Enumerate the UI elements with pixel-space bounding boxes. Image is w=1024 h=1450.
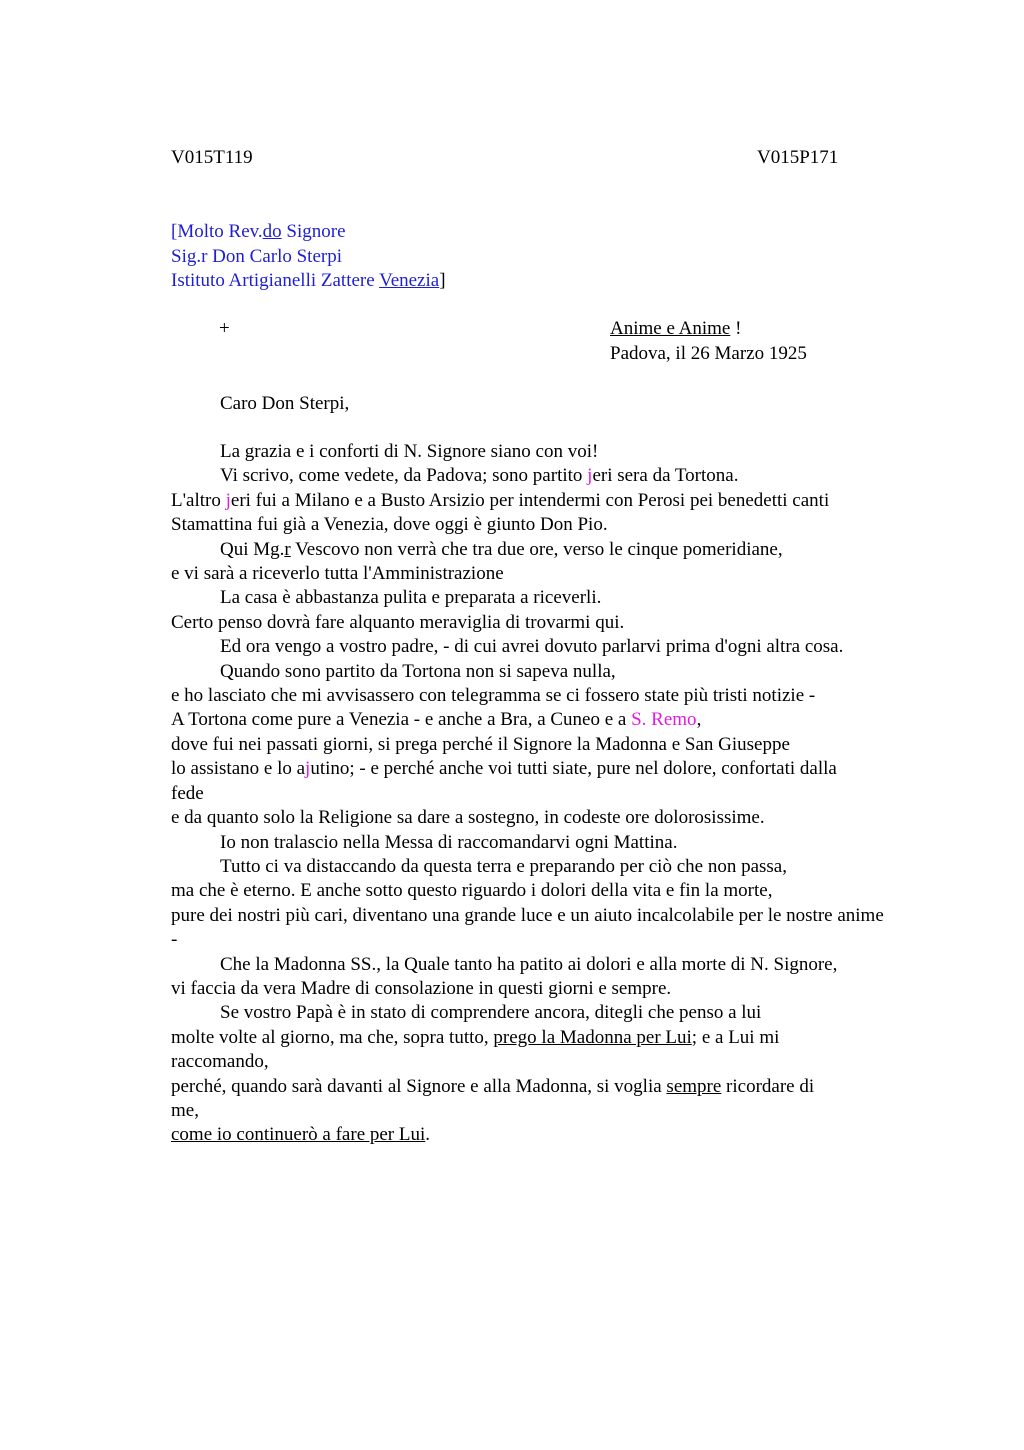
body-line: Tutto ci va distaccando da questa terra e preparando per ciò che non passa, [220, 855, 787, 877]
body-line: Quando sono partito da Tortona non si sapeva nulla, [220, 660, 616, 682]
body-line: e da quanto solo la Religione sa dare a sostegno, in codeste ore dolorosissime. [171, 807, 765, 829]
body-line: Vi scrivo, come vedete, da Padova; sono partito jeri sera da Tortona. [220, 465, 739, 487]
body-line: dove fui nei passati giorni, si prega perché il Signore la Madonna e San Giuseppe [171, 733, 790, 755]
body-line: Che la Madonna SS., la Quale tanto ha patito ai dolori e alla morte di N. Signore, [220, 953, 838, 975]
body-line: Io non tralascio nella Messa di raccomandarvi ogni Mattina. [220, 831, 678, 853]
body-line: lo assistano e lo ajutino; - e perché anche voi tutti siate, pure nel dolore, confortati dalla [171, 758, 837, 780]
body-line: L'altro jeri fui a Milano e a Busto Arsizio per intendermi con Perosi pei benedetti canti [171, 489, 830, 511]
body-line: perché, quando sarà davanti al Signore e alla Madonna, si voglia sempre ricordare di [171, 1075, 815, 1097]
body-line: ma che è eterno. E anche sotto questo riguardo i dolori della vita e fin la morte, [171, 880, 773, 902]
body-line: - [171, 929, 178, 951]
address-block [171, 220, 446, 294]
address-line-3: Istituto Artigianelli Zattere Venezia] [171, 270, 446, 291]
body-line: vi faccia da vera Madre di consolazione in questi giorni e sempre. [171, 977, 672, 999]
body-line: raccomando, [171, 1051, 269, 1073]
salutation: Caro Don Sterpi, [220, 393, 350, 414]
address-line-2: Sig.r Don Carlo Sterpi [171, 245, 342, 267]
body-line: pure dei nostri più cari, diventano una grande luce e un aiuto incalcolabile per le nostre anime [171, 904, 884, 926]
body-line: come io continuerò a fare per Lui. [171, 1124, 431, 1146]
place-date: Padova, il 26 Marzo 1925 [610, 343, 807, 364]
cross-symbol: + [219, 318, 230, 339]
body-line: Ed ora vengo a vostro padre, - di cui avrei dovuto parlarvi prima d'ogni altra cosa. [220, 636, 844, 658]
body-line: La grazia e i conforti di N. Signore siano con voi! [220, 441, 599, 462]
body-line: Stamattina fui già a Venezia, dove oggi è giunto Don Pio. [171, 514, 608, 536]
body-line: A Tortona come pure a Venezia - e anche a Bra, a Cuneo e a S. Remo, [171, 709, 702, 731]
body-line: fede [171, 782, 204, 804]
body-line: me, [171, 1099, 199, 1121]
body-line: Se vostro Papà è in stato di comprendere ancora, ditegli che penso a lui [220, 1002, 762, 1024]
body-line: e ho lasciato che mi avvisassero con telegramma se ci fossero state più tristi notizie - [171, 685, 816, 707]
document-code-right: V015P171 [757, 147, 839, 168]
body-line: Certo penso dovrà fare alquanto meraviglia di trovarmi qui. [171, 611, 625, 633]
letter-body [171, 440, 951, 1148]
motto: Anime e Anime ! [610, 318, 742, 339]
body-line: molte volte al giorno, ma che, sopra tutto, prego la Madonna per Lui; e a Lui mi [171, 1026, 780, 1048]
body-line: Qui Mg.r Vescovo non verrà che tra due ore, verso le cinque pomeridiane, [220, 538, 783, 560]
body-line: La casa è abbastanza pulita e preparata a riceverli. [220, 587, 602, 609]
document-code-left: V015T119 [171, 147, 253, 168]
body-line: e vi sarà a riceverlo tutta l'Amministrazione [171, 563, 504, 585]
address-line-1: [Molto Rev.do Signore [171, 221, 346, 242]
